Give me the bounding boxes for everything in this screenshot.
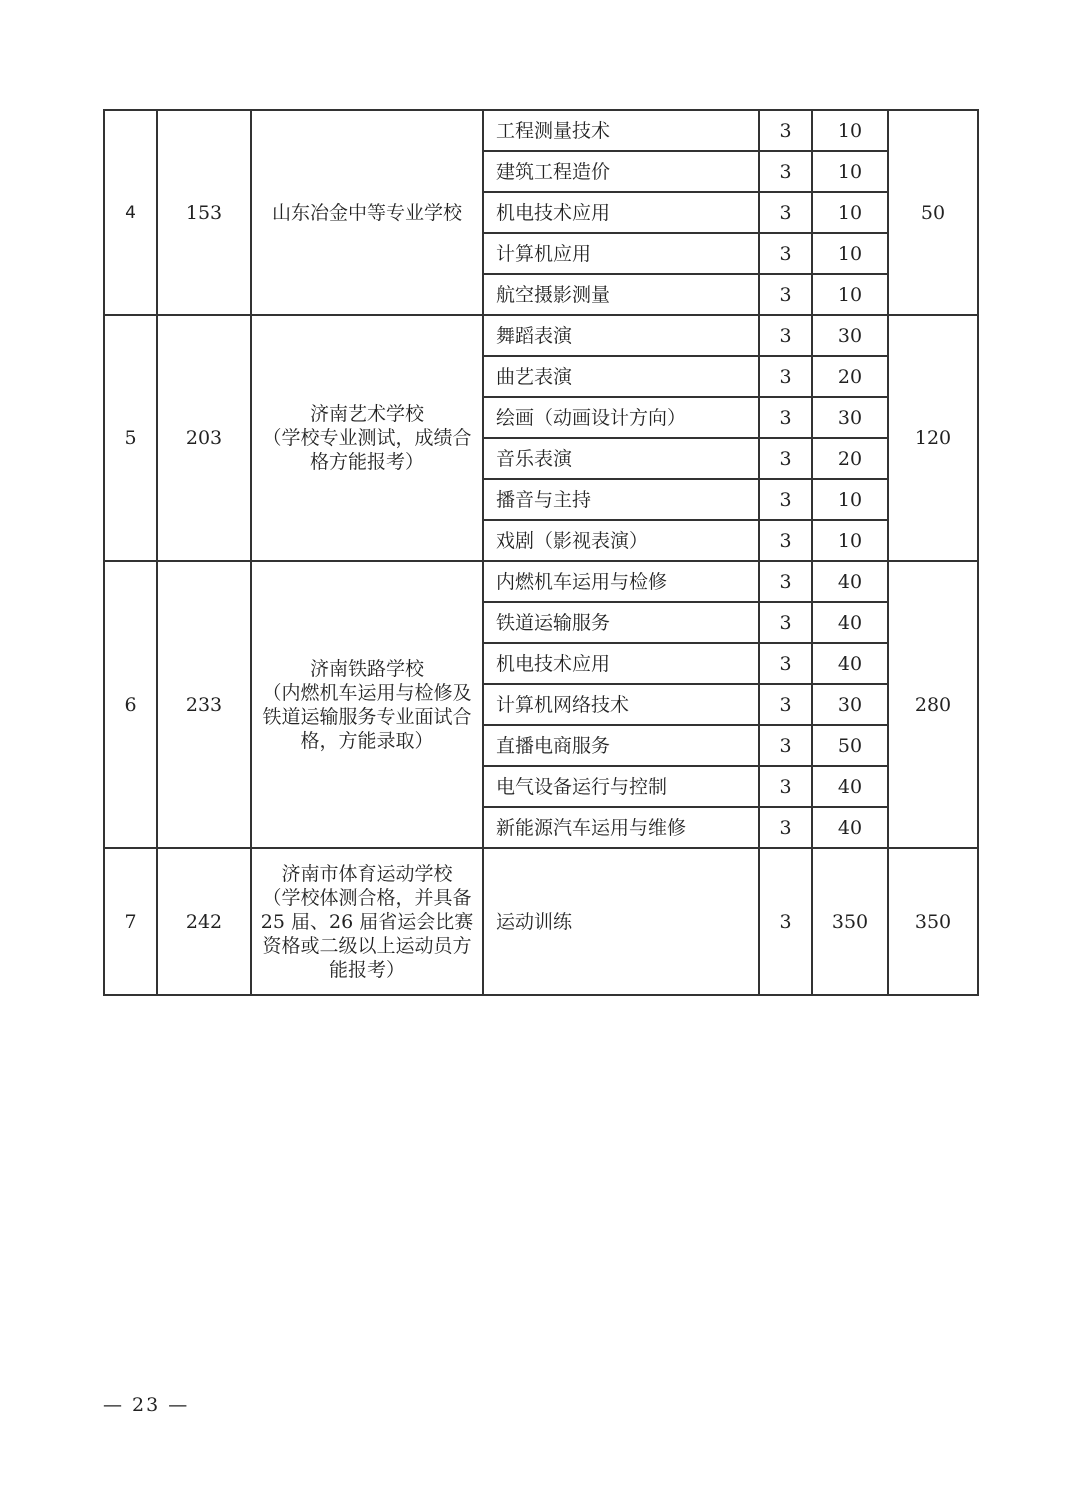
school-name-cell xyxy=(251,561,483,848)
major-plan: 40 xyxy=(812,602,888,643)
major-years: 3 xyxy=(759,684,812,725)
major-name: 新能源汽车运用与维修 xyxy=(483,807,759,848)
school-code: 233 xyxy=(157,561,251,848)
major-plan: 350 xyxy=(812,848,888,995)
school-note: （学校专业测试，成绩合格方能报考） xyxy=(262,427,472,473)
major-plan: 30 xyxy=(812,315,888,356)
school-note: （学校体测合格，并具备25 届、26 届省运会比赛资格或二级以上运动员方能报考） xyxy=(260,886,474,981)
major-plan: 40 xyxy=(812,643,888,684)
table-row xyxy=(104,561,978,602)
major-name: 航空摄影测量 xyxy=(483,274,759,315)
major-years: 3 xyxy=(759,233,812,274)
school-number: 7 xyxy=(104,848,157,995)
major-years: 3 xyxy=(759,561,812,602)
major-plan: 50 xyxy=(812,725,888,766)
major-plan: 10 xyxy=(812,520,888,561)
major-years: 3 xyxy=(759,151,812,192)
major-years: 3 xyxy=(759,479,812,520)
major-plan: 20 xyxy=(812,356,888,397)
school-total: 350 xyxy=(888,848,978,995)
school-total: 120 xyxy=(888,315,978,561)
major-name: 建筑工程造价 xyxy=(483,151,759,192)
major-plan: 10 xyxy=(812,151,888,192)
table-row xyxy=(104,315,978,356)
major-years: 3 xyxy=(759,315,812,356)
school-name: 济南铁路学校 xyxy=(309,657,424,680)
major-years: 3 xyxy=(759,602,812,643)
major-name: 舞蹈表演 xyxy=(483,315,759,356)
major-name: 铁道运输服务 xyxy=(483,602,759,643)
school-number: 5 xyxy=(104,315,157,561)
major-years: 3 xyxy=(759,397,812,438)
major-name: 机电技术应用 xyxy=(483,192,759,233)
major-plan: 40 xyxy=(812,561,888,602)
major-plan: 10 xyxy=(812,233,888,274)
major-name: 工程测量技术 xyxy=(483,110,759,151)
major-years: 3 xyxy=(759,192,812,233)
major-plan: 30 xyxy=(812,684,888,725)
major-name: 音乐表演 xyxy=(483,438,759,479)
school-note: （内燃机车运用与检修及铁道运输服务专业面试合格，方能录取） xyxy=(262,681,472,752)
major-years: 3 xyxy=(759,643,812,684)
major-years: 3 xyxy=(759,725,812,766)
school-name-cell xyxy=(251,315,483,561)
school-code: 203 xyxy=(157,315,251,561)
major-plan: 10 xyxy=(812,479,888,520)
major-name: 戏剧（影视表演） xyxy=(483,520,759,561)
school-name: 山东冶金中等专业学校 xyxy=(271,201,462,224)
major-plan: 40 xyxy=(812,807,888,848)
major-name: 计算机网络技术 xyxy=(483,684,759,725)
major-years: 3 xyxy=(759,274,812,315)
major-years: 3 xyxy=(759,438,812,479)
major-years: 3 xyxy=(759,766,812,807)
major-name: 曲艺表演 xyxy=(483,356,759,397)
major-name: 直播电商服务 xyxy=(483,725,759,766)
major-name: 绘画（动画设计方向） xyxy=(483,397,759,438)
major-years: 3 xyxy=(759,520,812,561)
major-name: 内燃机车运用与检修 xyxy=(483,561,759,602)
major-name: 机电技术应用 xyxy=(483,643,759,684)
school-code: 153 xyxy=(157,110,251,315)
major-years: 3 xyxy=(759,356,812,397)
school-name-cell xyxy=(251,848,483,995)
school-number: 4 xyxy=(104,110,157,315)
major-plan: 40 xyxy=(812,766,888,807)
enrollment-table xyxy=(103,109,979,996)
school-name: 济南市体育运动学校 xyxy=(281,862,453,885)
school-total: 280 xyxy=(888,561,978,848)
major-plan: 10 xyxy=(812,274,888,315)
major-years: 3 xyxy=(759,110,812,151)
school-code: 242 xyxy=(157,848,251,995)
major-plan: 10 xyxy=(812,110,888,151)
major-name: 电气设备运行与控制 xyxy=(483,766,759,807)
major-name: 运动训练 xyxy=(483,848,759,995)
table-row xyxy=(104,110,978,151)
major-plan: 30 xyxy=(812,397,888,438)
school-name: 济南艺术学校 xyxy=(309,403,424,425)
school-name-cell xyxy=(251,110,483,315)
major-name: 计算机应用 xyxy=(483,233,759,274)
table-row xyxy=(104,848,978,995)
school-number: 6 xyxy=(104,561,157,848)
school-total: 50 xyxy=(888,110,978,315)
major-plan: 10 xyxy=(812,192,888,233)
major-plan: 20 xyxy=(812,438,888,479)
major-name: 播音与主持 xyxy=(483,479,759,520)
page-number: — 23 — xyxy=(103,1394,190,1416)
major-years: 3 xyxy=(759,848,812,995)
major-years: 3 xyxy=(759,807,812,848)
